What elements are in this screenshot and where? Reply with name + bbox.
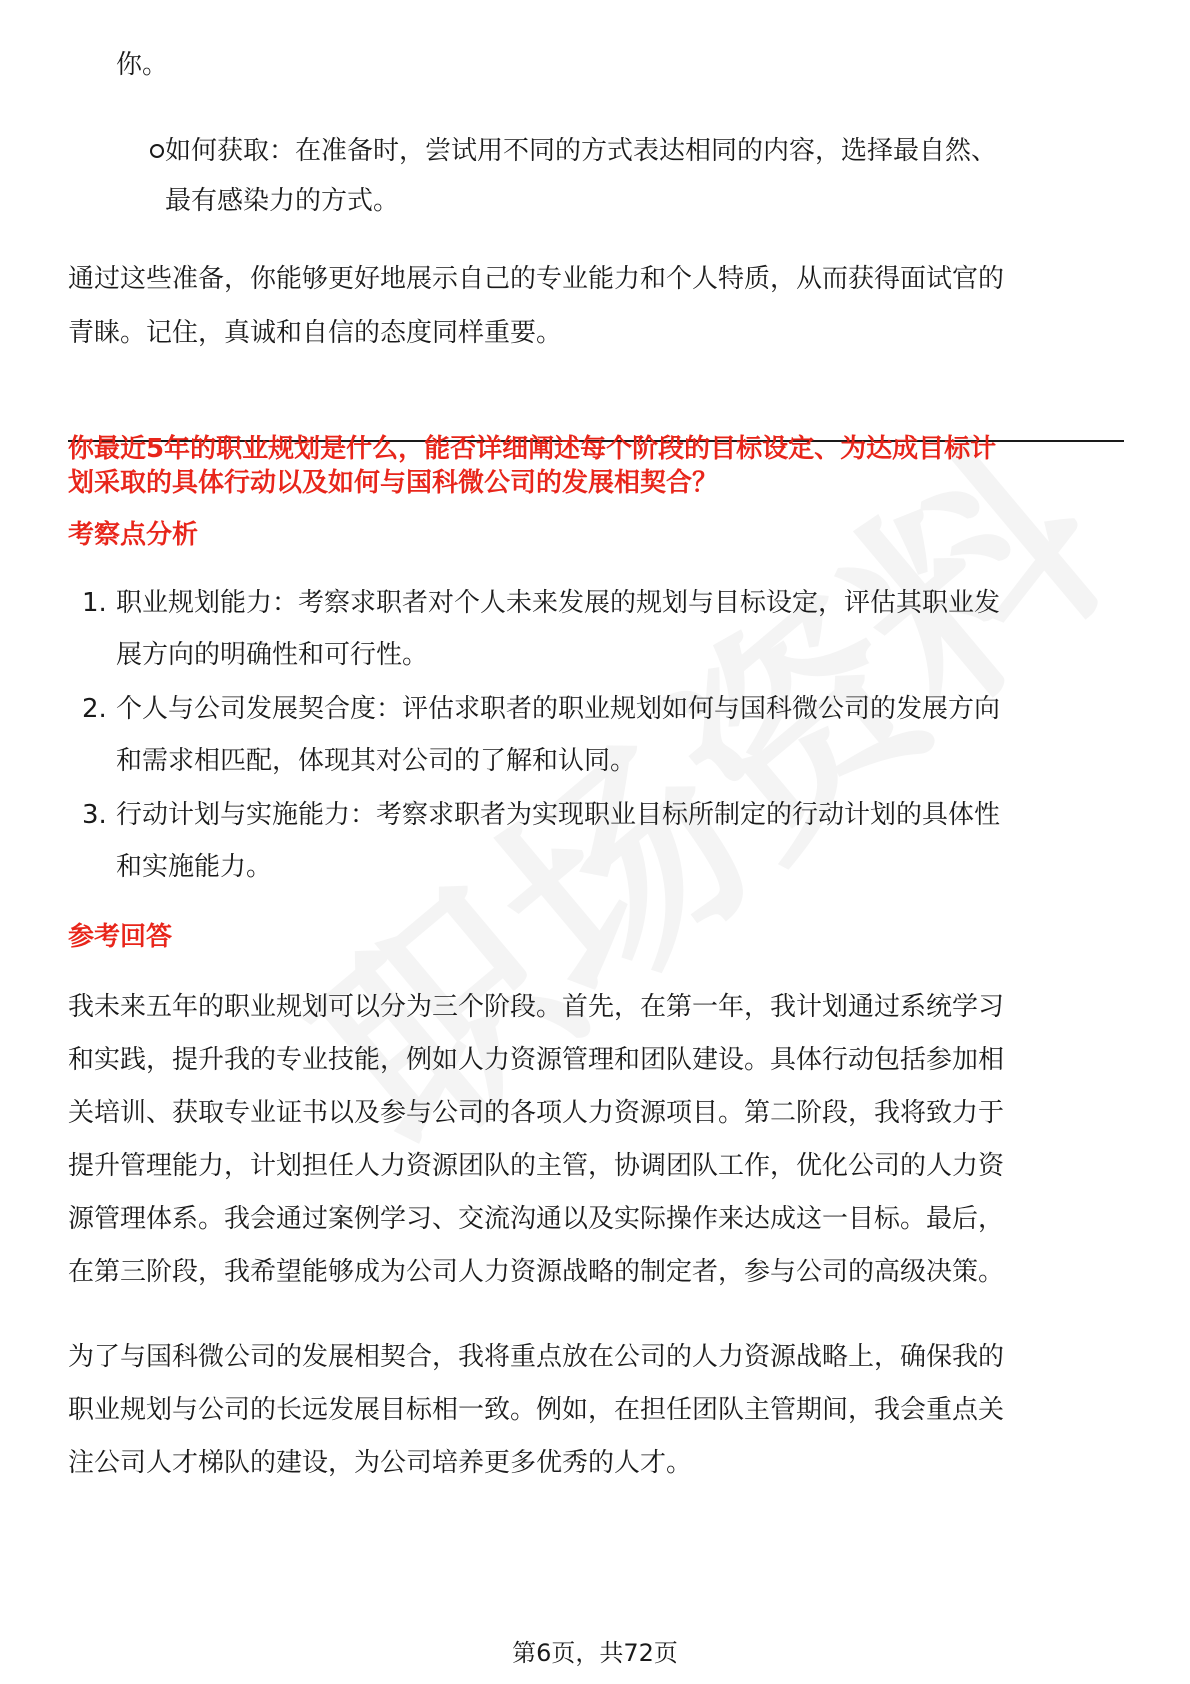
analysis-item-3-line1: 行动计划与实施能力：考察求职者为实现职业目标所制定的行动计划的具体性 (116, 800, 1001, 830)
analysis-item-1-line2: 展方向的明确性和可行性。 (116, 640, 429, 670)
question-title-line1: 你最近5年的职业规划是什么，能否详细阐述每个阶段的目标设定、为达成目标计 (68, 434, 997, 464)
answer-para1-line6: 在第三阶段，我希望能够成为公司人力资源战略的制定者，参与公司的高级决策。 (68, 1257, 1005, 1287)
answer-para2-line3: 注公司人才梯队的建设，为公司培养更多优秀的人才。 (68, 1448, 693, 1478)
analysis-item-1-line1: 职业规划能力：考察求职者对个人未来发展的规划与目标设定，评估其职业发 (116, 588, 1001, 618)
analysis-item-2-line2: 和需求相匹配，体现其对公司的了解和认同。 (116, 746, 637, 776)
answer-para1-line1: 我未来五年的职业规划可以分为三个阶段。首先，在第一年，我计划通过系统学习 (68, 992, 1005, 1022)
bullet-text-line1: 如何获取：在准备时，尝试用不同的方式表达相同的内容，选择最自然、 (165, 136, 998, 166)
analysis-heading: 考察点分析 (68, 520, 199, 550)
bullet-text-line2: 最有感染力的方式。 (165, 186, 400, 216)
answer-para2-line2: 职业规划与公司的长远发展目标相一致。例如，在担任团队主管期间，我会重点关 (68, 1395, 1005, 1425)
summary-line2: 青睐。记住，真诚和自信的态度同样重要。 (68, 318, 563, 348)
page-number: 第6页，共72页 (512, 1639, 678, 1667)
summary-line1: 通过这些准备，你能够更好地展示自己的专业能力和个人特质，从而获得面试官的 (68, 264, 1005, 294)
analysis-item-3-line2: 和实施能力。 (116, 852, 273, 882)
analysis-item-2-line1: 个人与公司发展契合度：评估求职者的职业规划如何与国科微公司的发展方向 (116, 694, 1001, 724)
answer-para1-line3: 关培训、获取专业证书以及参与公司的各项人力资源项目。第二阶段，我将致力于 (68, 1098, 1005, 1128)
answer-para1-line4: 提升管理能力，计划担任人力资源团队的主管，协调团队工作，优化公司的人力资 (68, 1151, 1005, 1181)
answer-para1-line2: 和实践，提升我的专业技能，例如人力资源管理和团队建设。具体行动包括参加相 (68, 1045, 1005, 1075)
prev-line-top: 你。 (116, 50, 169, 80)
answer-para2-line1: 为了与国科微公司的发展相契合，我将重点放在公司的人力资源战略上，确保我的 (68, 1342, 1005, 1372)
analysis-item-1-number: 1. (82, 588, 107, 618)
analysis-item-3-number: 3. (82, 800, 107, 830)
analysis-item-2-number: 2. (82, 694, 107, 724)
bullet-circle-icon (150, 144, 164, 158)
question-title-line2: 划采取的具体行动以及如何与国科微公司的发展相契合？ (68, 468, 719, 498)
answer-para1-line5: 源管理体系。我会通过案例学习、交流沟通以及实际操作来达成这一目标。最后， (68, 1204, 1005, 1234)
answer-heading: 参考回答 (68, 922, 173, 952)
